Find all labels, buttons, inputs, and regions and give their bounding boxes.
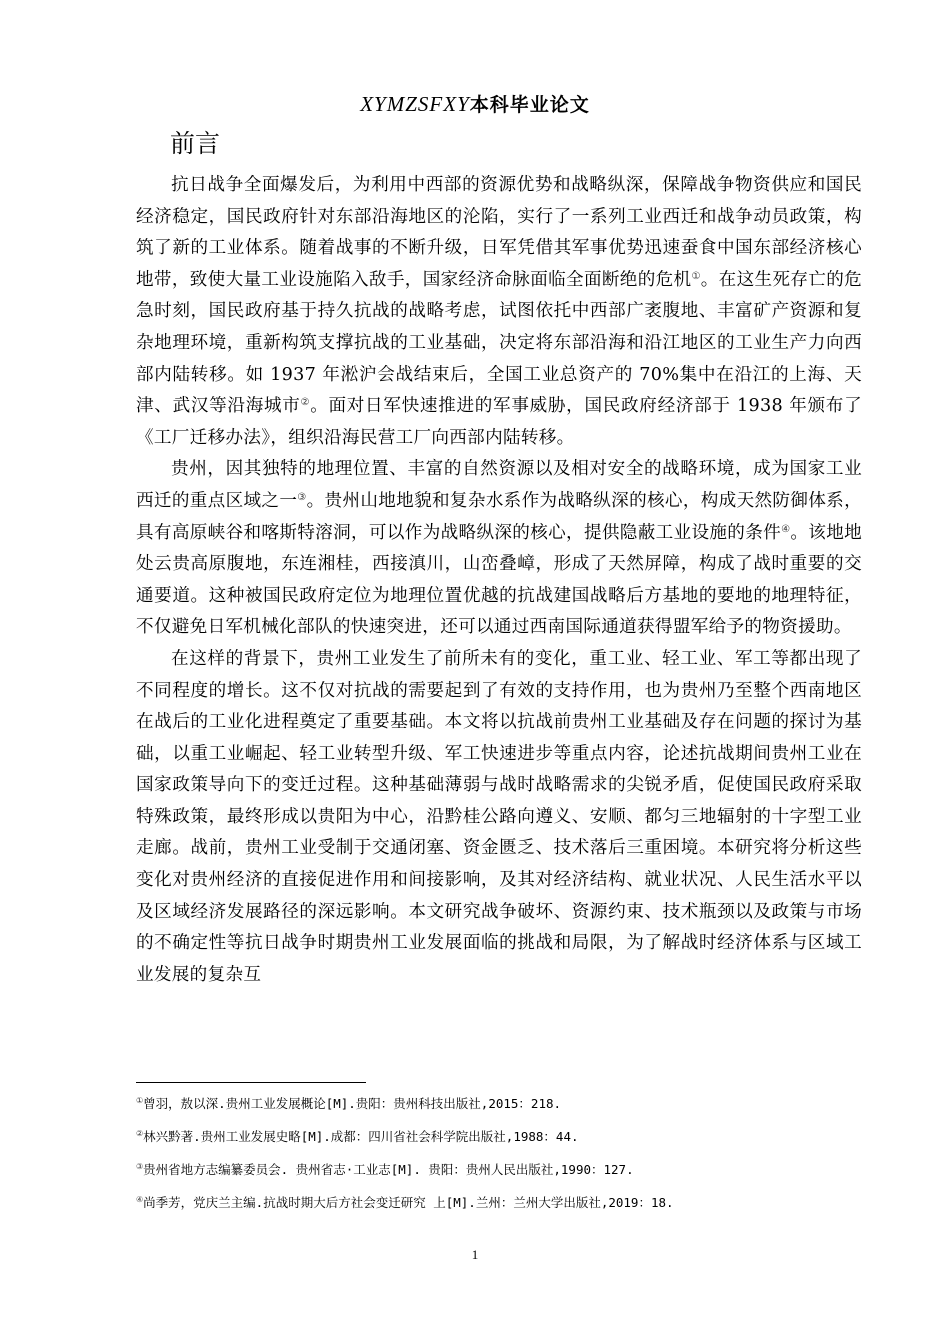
footnote-mark: ③ [136, 1162, 144, 1171]
footnote-mark: ② [136, 1129, 144, 1138]
running-header [0, 90, 950, 117]
paragraph [136, 644, 862, 992]
paragraph-text: 在这样的背景下，贵州工业发生了前所未有的变化，重工业、轻工业、军工等都出现了不同程度的增长。这不仅对抗战的需要起到了有效的支持作用，也为贵州乃至整个西南地区在战后的工业化进程奠定了重要基础。本文将以抗战前贵州工业基础及存在问题的探讨为基础，以重工业崛起、轻工业转型升级、军工快速进步等重点内容，论述抗战期间贵州工业在国家政策导向下的变迁过程。这种基础薄弱与战时战略需求的尖锐矛盾，促使国民政府采取特殊政策，最终形成以贵阳为中心，沿黔桂公路向遵义、安顺、都匀三地辐射的十字型工业走廊。战前，贵州工业受制于交通闭塞、资金匮乏、技术落后三重困境。本研究将分析这些变化对贵州经济的直接促进作用和间接影响，及其对经济结构、就业状况、人民生活水平以及区域经济发展路径的深远影响。本文研究战争破坏、资源约束、技术瓶颈以及政策与市场的不确定性等抗日战争时期贵州工业发展面临的挑战和局限，为了解战时经济体系与区域工业发展的复杂互 [136, 648, 862, 985]
footnote-text: 贵州省地方志编纂委员会. 贵州省志·工业志[M]. 贵阳：贵州人民出版社,1990：127. [143, 1162, 634, 1177]
paragraph-text: 贵州，因其独特的地理位置、丰富的自然资源以及相对安全的战略环境，成为国家工业西迁的重点区域之一 [136, 459, 862, 511]
paragraph-text: 。该地地处云贵高原腹地，东连湘桂，西接滇川，山峦叠嶂，形成了天然屏障，构成了战时重要的交通要道。这种被国民政府定位为地理位置优越的抗战建国战略后方基地的要地的地理特征，不仅避免日军机械化部队的快速突进，还可以通过西南国际通道获得盟军给予的物资援助。 [136, 522, 863, 638]
paragraph [136, 454, 862, 644]
footnote-item [136, 1091, 896, 1124]
footnote-separator [136, 1082, 366, 1083]
paragraph-text: 。面对日军快速推进的军事威胁，国民政府经济部于 1938 年颁布了《工厂迁移办法》，组织沿海民营工厂向西部内陆转移。 [136, 396, 862, 448]
paragraph [136, 170, 862, 454]
footnote-item [136, 1157, 896, 1190]
paragraph-text: 。贵州山地地貌和复杂水系作为战略纵深的核心，构成天然防御体系，具有高原峡谷和喀斯特溶洞，可以作为战略纵深的核心，提供隐蔽工业设施的条件 [136, 490, 862, 543]
section-title: 前言 [170, 129, 221, 158]
footnote-mark: ① [136, 1096, 144, 1105]
footnote-ref[interactable]: ④ [781, 523, 791, 535]
footnote-ref[interactable]: ① [691, 270, 701, 282]
body-text [136, 170, 862, 991]
footnote-text: 尚季芳，党庆兰主编.抗战时期大后方社会变迁研究 上[M].兰州：兰州大学出版社,2019：18. [143, 1195, 674, 1210]
page-number: 1 [471, 1247, 479, 1262]
footnote-ref[interactable]: ③ [297, 491, 307, 503]
footnote-ref[interactable]: ② [300, 397, 311, 409]
header-latin: XYMZSFXY [360, 92, 470, 116]
footnotes [136, 1091, 896, 1223]
footnote-text: 曾羽，敖以深.贵州工业发展概论[M].贵阳：贵州科技出版社,2015：218. [143, 1096, 562, 1111]
footnote-text: 林兴黔著.贵州工业发展史略[M].成都：四川省社会科学院出版社,1988：44. [143, 1129, 579, 1144]
footnote-mark: ④ [136, 1195, 144, 1204]
header-cjk: 本科毕业论文 [469, 94, 590, 116]
paragraph-text: 。在这生死存亡的危急时刻，国民政府基于持久抗战的战略考虑，试图依托中西部广袤腹地、丰富矿产资源和复杂地理环境，重新构筑支撑抗战的工业基础，决定将东部沿海和沿江地区的工业生产力向西部内陆转移。如 1937 年淞沪会战结束后，全国工业总资产的 70%集中在沿江的上海、天津、武汉等沿海城市 [136, 269, 863, 417]
footnote-item [136, 1124, 896, 1157]
paragraph-text: 抗日战争全面爆发后，为利用中西部的资源优势和战略纵深，保障战争物资供应和国民经济稳定，国民政府针对东部沿海地区的沦陷，实行了一系列工业西迁和战争动员政策，构筑了新的工业体系。随着战事的不断升级，日军凭借其军事优势迅速蚕食中国东部经济核心地带，致使大量工业设施陷入敌手，国家经济命脉面临全面断绝的危机 [136, 175, 862, 290]
footnote-item [136, 1190, 896, 1223]
